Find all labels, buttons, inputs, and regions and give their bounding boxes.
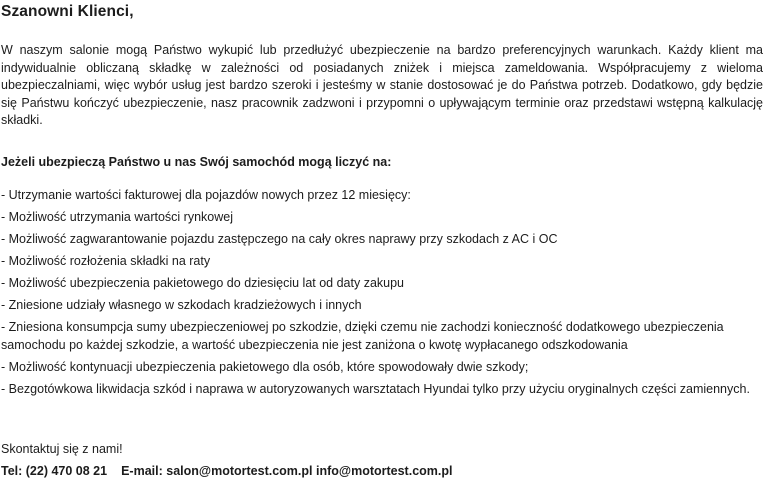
- benefit-item: - Możliwość utrzymania wartości rynkowej: [1, 210, 234, 224]
- email-link-info[interactable]: info@motortest.com.pl: [315, 464, 453, 478]
- contact-prompt: Skontaktuj się z nami!: [1, 442, 123, 456]
- benefit-item: - Możliwość ubezpieczenia pakietowego do dziesięciu lat od daty zakupu: [1, 276, 405, 290]
- greeting-heading: Szanowni Klienci,: [1, 3, 134, 20]
- benefit-item: - Możliwość kontynuacji ubezpieczenia pakietowego dla osób, które spowodowały dwie szkody;: [1, 359, 529, 374]
- phone-number[interactable]: Tel: (22) 470 08 21: [1, 464, 108, 478]
- benefit-item: - Zniesiona konsumpcja sumy ubezpieczeniowej po szkodzie, dzięki czemu nie zachodzi konieczność dodatkowego ubezpieczenia samochodu po każdej szkodzie, a wartość ubezpieczenia nie jest zaniżona o kwotę wypłacanego odszkodowania: [1, 320, 724, 352]
- benefits-list: [1, 187, 763, 403]
- email-label: E-mail:: [121, 464, 163, 478]
- benefit-item: - Utrzymanie wartości fakturowej dla pojazdów nowych przez 12 miesięcy:: [1, 188, 411, 202]
- email-link-salon[interactable]: salon@motortest.com.pl: [166, 464, 313, 478]
- intro-paragraph: W naszym salonie mogą Państwo wykupić lub przedłużyć ubezpieczenie na bardzo preferencyjnych warunkach. Każdy klient ma indywidualnie obliczaną składkę w zależności od posiadanych zniżek i miejsca zameldowania. Współpracujemy z wieloma ubezpieczalniami, więc wybór usług jest bardzo szeroki i jesteśmy w stanie dostosować je do Państwa potrzeb. Dodatkowo, gdy będzie się Państwu kończyć ubezpieczenie, nasz pracownik zadzwoni i przypomni o upływającym terminie oraz przedstawi wstępną kalkulację składki.: [1, 43, 763, 127]
- contact-line: [1, 462, 452, 480]
- benefit-item: - Możliwość zagwarantowanie pojazdu zastępczego na cały okres naprawy przy szkodach z AC i OC: [1, 232, 558, 246]
- benefit-item: - Zniesione udziały własnego w szkodach kradzieżowych i innych: [1, 298, 362, 312]
- benefit-item: - Bezgotówkowa likwidacja szkód i naprawa w autoryzowanych warsztatach Hyundai tylko przy użyciu oryginalnych części zamiennych.: [1, 381, 750, 396]
- benefit-item: - Możliwość rozłożenia składki na raty: [1, 254, 211, 268]
- benefits-lead: Jeżeli ubezpieczą Państwo u nas Swój samochód mogą liczyć na:: [1, 155, 392, 169]
